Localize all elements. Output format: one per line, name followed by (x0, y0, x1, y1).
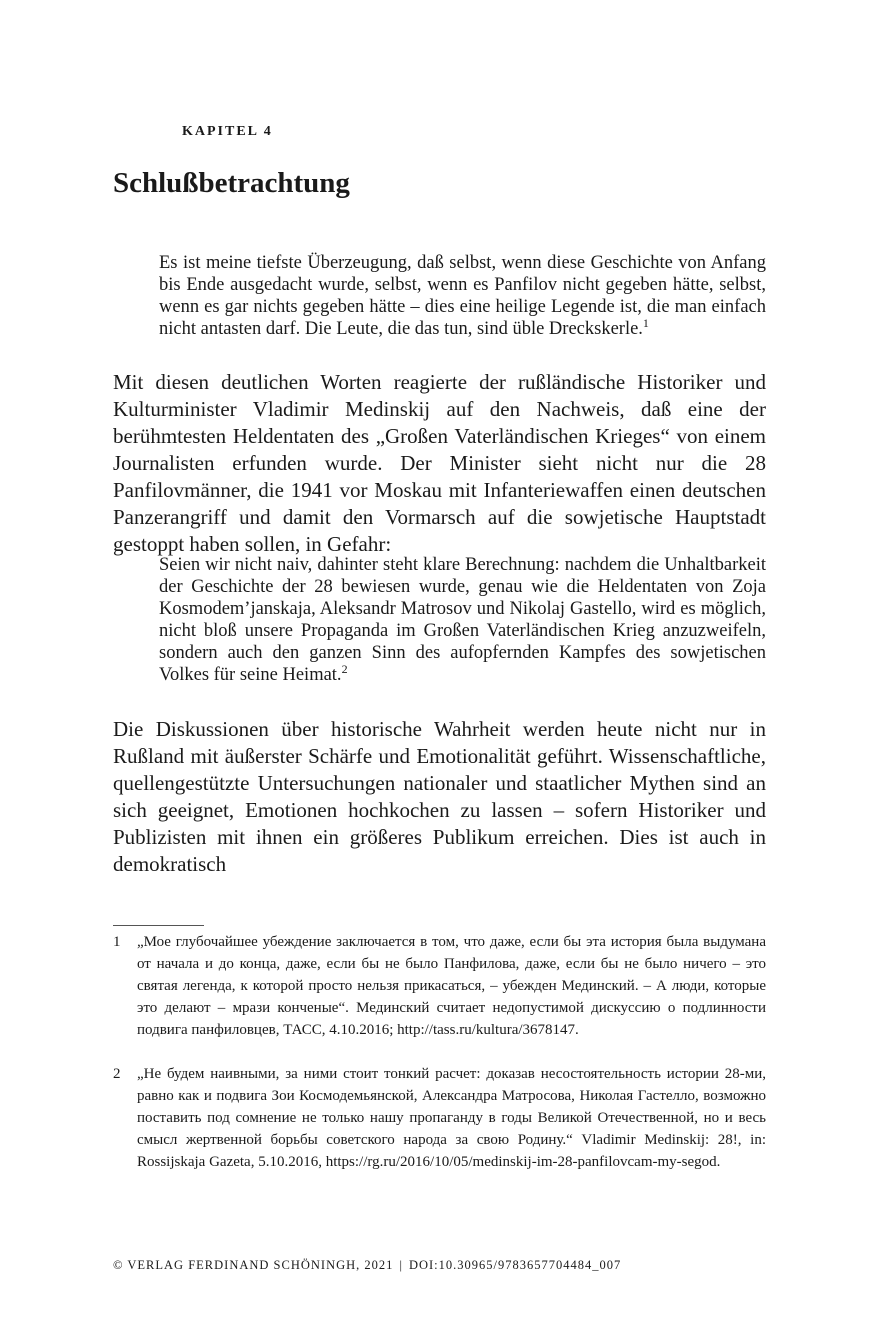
footnote-1 (113, 931, 766, 1041)
doi-link[interactable]: DOI:10.30965/9783657704484_007 (408, 1258, 622, 1272)
footnote-text: „Не будем наивными, за ними стоит тонкий расчет: доказав несостоятельность истории 28-ми, равно как и подвига Зои Космодемьянской, Александра Матросова, Николая Гастелло, возможно поставить под сомнение не только нашу пропаганду в годы Великой Отечественной, но и весь смысл жертвенной борьбы советского народа за свою Родину.“ Vladimir Medinskij: 28!, in: Rossijskaja Gazeta, 5.10.2016, https://rg.ru/2016/10/05/medinskij-im-28-panfilovcam-my-segod. (137, 1066, 766, 1170)
footnote-rule (113, 925, 204, 926)
copyright-notice: © VERLAG FERDINAND SCHÖNINGH, 2021 (113, 1258, 394, 1272)
page-footer (113, 1258, 621, 1273)
footer-separator: | (399, 1258, 403, 1272)
body-paragraph-2: Die Diskussionen über historische Wahrheit werden heute nicht nur in Rußland mit äußerster Schärfe und Emotionalität geführt. Wissenschaftliche, quellengestützte Untersuchungen nationaler und staatlicher Mythen sind an sich geeignet, Emotionen hochkochen zu lassen – sofern Historiker und Publizisten mit ihnen ein größeres Publikum erreichen. Dies ist auch in demokratisch (113, 717, 766, 876)
footnote-text: „Мое глубочайшее убеждение заключается в том, что даже, если бы эта история была выдумана от начала и до конца, даже, если бы не было Панфилова, даже, если бы не было ничего – это святая легенда, к которой просто нельзя прикасаться, – убежден Мединский. – А люди, которые это делают – мрази конченые“. Мединский считает недопустимой дискуссию о подлинности подвига панфиловцев, ТАСС, 4.10.2016; http://tass.ru/kultura/3678147. (137, 934, 766, 1038)
footnote-2 (113, 1063, 766, 1173)
body-paragraph-1: Mit diesen deutlichen Worten reagierte der rußländische Historiker und Kulturminister Vladimir Medinskij auf den Nachweis, daß eine der berühmtesten Heldentaten des „Großen Vaterländischen Krieges“ von einem Journalisten erfunden wurde. Der Minister sieht nicht nur die 28 Panfilovmänner, die 1941 vor Moskau mit Infanteriewaffen einen deutschen Panzerangriff und damit den Vormarsch auf die sowjetische Hauptstadt gestoppt haben sollen, in Gefahr: (113, 370, 766, 556)
footnote-ref-1[interactable]: 1 (642, 315, 649, 330)
footnote-ref-2[interactable]: 2 (341, 661, 348, 676)
chapter-label: KAPITEL 4 (182, 124, 273, 139)
quote-1-text: Es ist meine tiefste Überzeugung, daß selbst, wenn diese Geschichte von Anfang bis Ende ausgedacht wurde, selbst, wenn es Panfilov nicht gegeben hätte, selbst, wenn es gar nichts gegeben hätte – dies eine heilige Legende ist, die man einfach nicht antasten darf. Die Leute, die das tun, sind üble Dreckskerle. (159, 253, 766, 339)
footnote-number: 1 (113, 934, 121, 950)
footnote-number: 2 (113, 1066, 121, 1082)
chapter-title: Schlußbetrachtung (113, 167, 350, 199)
quote-2-text: Seien wir nicht naiv, dahinter steht klare Berechnung: nachdem die Unhaltbarkeit der Geschichte der 28 bewiesen wurde, genau wie die Heldentaten von Zoja Kosmodem’janskaja, Aleksandr Matrosov und Nikolaj Gastello, wird es möglich, nicht bloß unsere Propaganda im Großen Vaterländischen Krieg anzuzweifeln, sondern auch den ganzen Sinn des aufopfernden Kampfes des sowjetischen Volkes für seine Heimat. (159, 555, 766, 685)
epigraph-quote-1 (159, 252, 766, 340)
block-quote-2 (159, 554, 766, 686)
